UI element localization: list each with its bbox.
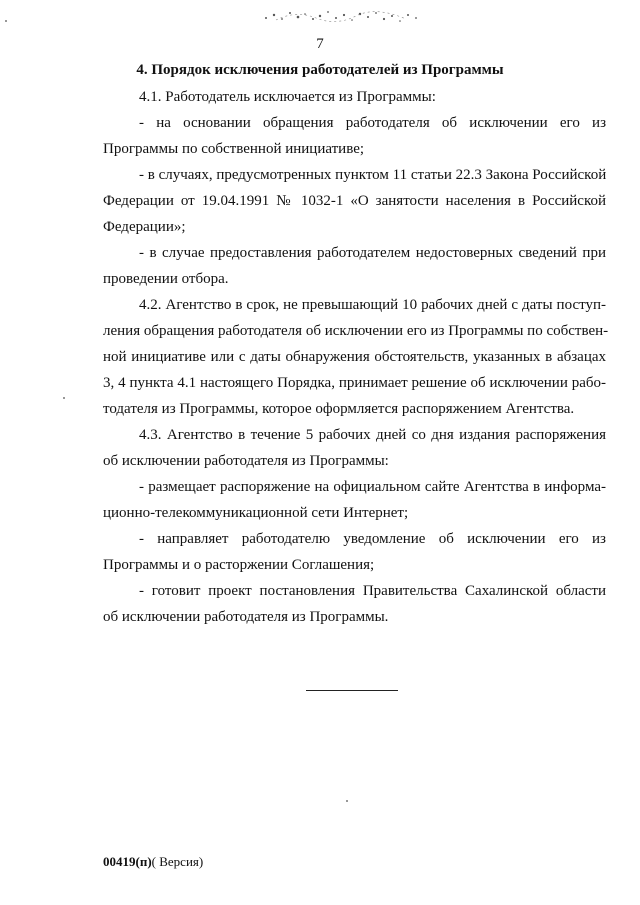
paragraph-line: ления обращения работодателя об исключении его из Программы по собствен- (103, 323, 609, 339)
section-heading: 4. Порядок исключения работодателей из Программы (136, 62, 504, 78)
paragraph-line: об исключении работодателя из Программы. (103, 609, 389, 625)
paragraph (103, 474, 606, 526)
paragraph (103, 292, 609, 422)
paragraph-line: 3, 4 пункта 4.1 настоящего Порядка, принимает решение об исключении рабо- (103, 375, 606, 391)
paragraph (103, 110, 606, 162)
document-body (103, 84, 609, 630)
paragraph-line: тодателя из Программы, которое оформляется распоряжением Агентства. (103, 401, 575, 417)
paragraph-line: - в случаях, предусмотренных пунктом 11 статьи 22.3 Закона Российской (139, 167, 607, 183)
paragraph-line: - направляет работодателю уведомление об исключении его из (139, 531, 606, 547)
paragraph-line: об исключении работодателя из Программы: (103, 453, 389, 469)
document-version: ( Версия) (151, 854, 204, 869)
scan-speck (5, 20, 7, 22)
paragraph-line: 4.2. Агентство в срок, не превышающий 10 рабочих дней с даты поступ- (139, 297, 606, 313)
scan-speck (63, 397, 65, 399)
paragraph-line: Программы по собственной инициативе; (103, 141, 365, 157)
paragraph-line: проведении отбора. (103, 271, 229, 287)
paragraph-line: 4.1. Работодатель исключается из Программы: (139, 89, 436, 105)
paragraph (103, 422, 606, 474)
end-rule (306, 690, 398, 691)
paragraph-line: - в случае предоставления работодателем недостоверных сведений при (139, 245, 606, 261)
paragraph-line: - на основании обращения работодателя об исключении его из (139, 115, 606, 131)
paragraph-line: - готовит проект постановления Правительства Сахалинской области (139, 583, 606, 599)
paragraph (103, 84, 606, 110)
paragraph (103, 578, 606, 630)
document-code: 00419(п) (103, 854, 152, 869)
scan-speck (346, 800, 348, 802)
paragraph (103, 162, 606, 240)
scan-stamp-mark (256, 4, 426, 26)
paragraph-line: Федерации от 19.04.1991 № 1032-1 «О занятости населения в Российской (103, 193, 606, 209)
paragraph-line: - размещает распоряжение на официальном сайте Агентства в информа- (139, 479, 606, 495)
page-number: 7 (316, 36, 324, 52)
paragraph-line: ной инициативе или с даты обнаружения обстоятельств, указанных в абзацах (103, 349, 606, 365)
paragraph-line: Федерации»; (103, 219, 186, 235)
paragraph-line: 4.3. Агентство в течение 5 рабочих дней со дня издания распоряжения (139, 427, 606, 443)
paragraph (103, 526, 606, 578)
document-footer (103, 854, 203, 870)
paragraph-line: ционно-телекоммуникационной сети Интернет; (103, 505, 409, 521)
paragraph-line: Программы и о расторжении Соглашения; (103, 557, 375, 573)
paragraph (103, 240, 606, 292)
